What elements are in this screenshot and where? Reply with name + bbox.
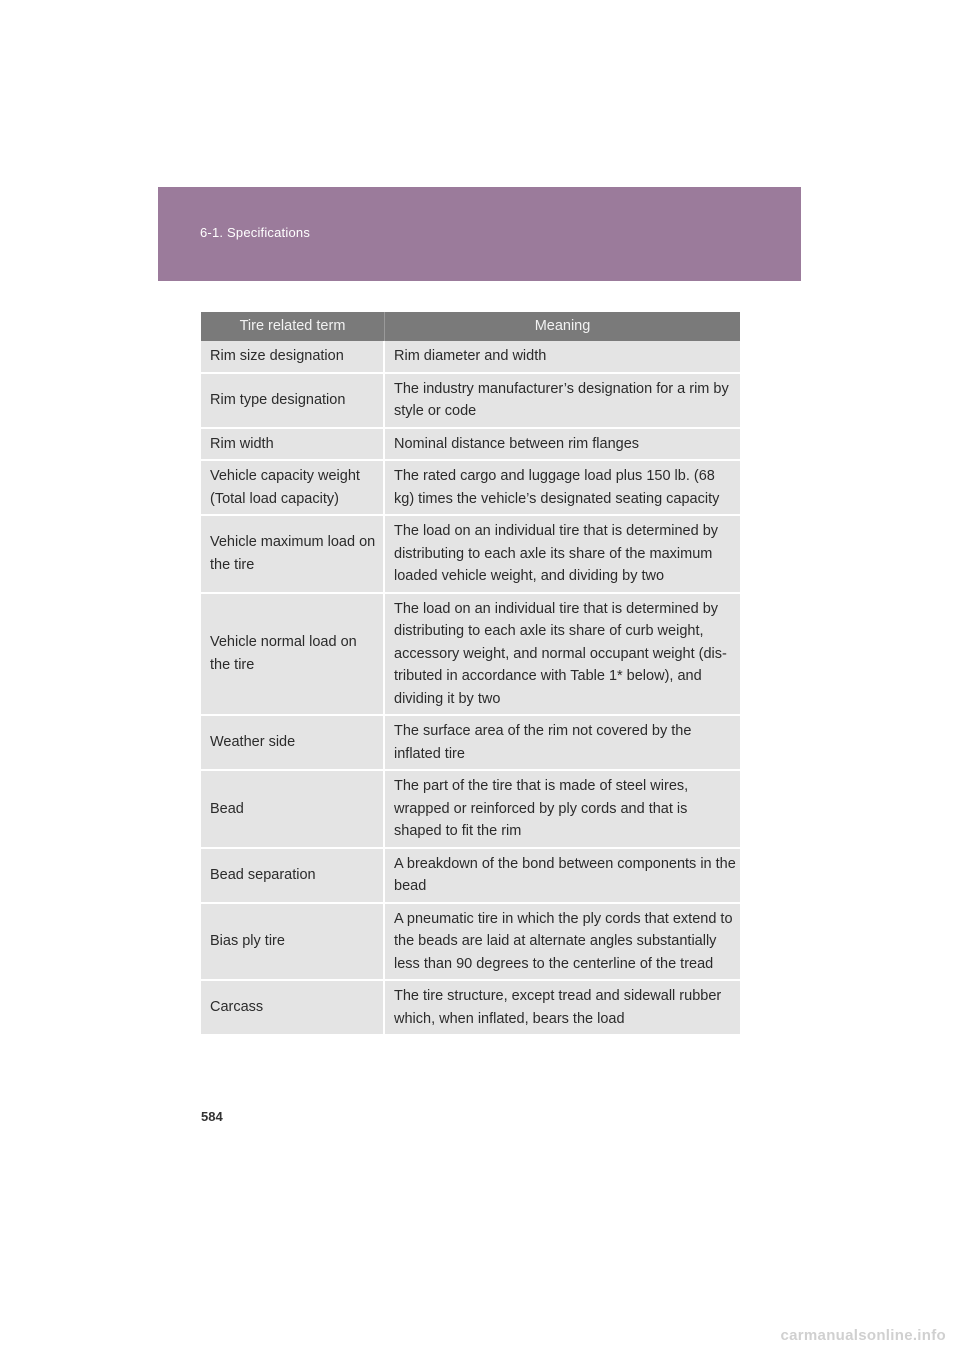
- watermark-text: carmanualsonline.info: [780, 1327, 946, 1344]
- meaning-cell: The load on an individual tire that is determined by distributing to each axle its share of the maximum loaded vehicle weight, and dividing by two: [385, 516, 740, 594]
- term-cell: Weather side: [201, 716, 385, 771]
- section-title: 6-1. Specifications: [200, 225, 311, 240]
- term-cell: Bias ply tire: [201, 904, 385, 982]
- meaning-cell: The rated cargo and luggage load plus 150 lb. (68 kg) times the vehicle’s designated seating capacity: [385, 461, 740, 516]
- meaning-cell: Rim diameter and width: [385, 341, 740, 374]
- table-row: [201, 429, 740, 462]
- table-row: [201, 461, 740, 516]
- meaning-cell: The tire structure, except tread and sidewall rubber which, when inflated, bears the load: [385, 981, 740, 1036]
- term-cell: Rim type designation: [201, 374, 385, 429]
- table-row: [201, 716, 740, 771]
- meaning-cell: Nominal distance between rim flanges: [385, 429, 740, 462]
- table-row: [201, 904, 740, 982]
- column-header-term: Tire related term: [201, 312, 385, 341]
- term-cell: Carcass: [201, 981, 385, 1036]
- table-row: [201, 516, 740, 594]
- table-row: [201, 594, 740, 717]
- term-cell: Vehicle capacity weight (Total load capacity): [201, 461, 385, 516]
- tire-terms-table: [201, 312, 740, 1036]
- section-header-band: [158, 187, 801, 281]
- meaning-cell: A pneumatic tire in which the ply cords that extend to the beads are laid at alternate angles substantially less than 90 degrees to the centerline of the tread: [385, 904, 740, 982]
- meaning-cell: The part of the tire that is made of steel wires, wrapped or reinforced by ply cords and that is shaped to fit the rim: [385, 771, 740, 849]
- term-cell: Bead: [201, 771, 385, 849]
- term-cell: Vehicle maximum load on the tire: [201, 516, 385, 594]
- term-cell: Rim width: [201, 429, 385, 462]
- column-header-meaning: Meaning: [385, 312, 740, 341]
- meaning-cell: A breakdown of the bond between components in the bead: [385, 849, 740, 904]
- meaning-cell: The surface area of the rim not covered by the inflated tire: [385, 716, 740, 771]
- page-number: 584: [201, 1109, 223, 1124]
- meaning-cell: The load on an individual tire that is determined by distributing to each axle its share of curb weight, accessory weight, and normal occupant weight (dis-tributed in accordance with Table 1* below), and dividing it by two: [385, 594, 740, 717]
- term-cell: Bead separation: [201, 849, 385, 904]
- meaning-cell: The industry manufacturer’s designation for a rim by style or code: [385, 374, 740, 429]
- term-cell: Rim size designation: [201, 341, 385, 374]
- table-row: [201, 374, 740, 429]
- table-row: [201, 341, 740, 374]
- term-cell: Vehicle normal load on the tire: [201, 594, 385, 717]
- table-row: [201, 981, 740, 1036]
- table-header-row: [201, 312, 740, 341]
- table-row: [201, 771, 740, 849]
- table-row: [201, 849, 740, 904]
